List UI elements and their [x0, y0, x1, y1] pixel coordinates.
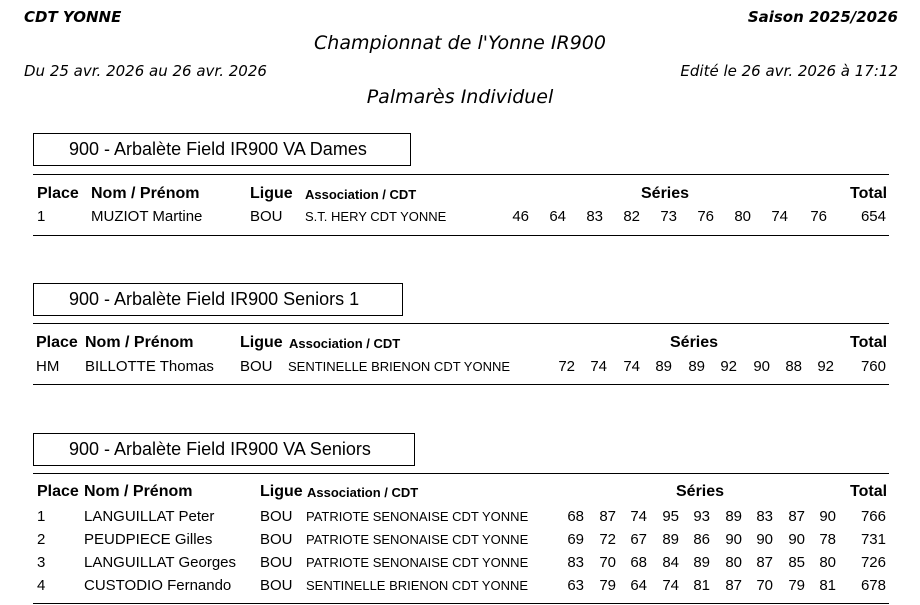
- row-series-score: 63: [567, 577, 584, 594]
- row-name: MUZIOT Martine: [91, 208, 203, 225]
- row-league: BOU: [260, 554, 293, 571]
- row-series-score: 89: [725, 508, 742, 525]
- col-header-league: Ligue: [250, 185, 293, 202]
- row-name: PEUDPIECE Gilles: [84, 531, 213, 548]
- divider: [33, 384, 889, 385]
- row-name: CUSTODIO Fernando: [84, 577, 232, 594]
- row-name: LANGUILLAT Peter: [84, 508, 215, 525]
- row-total: 726: [860, 554, 886, 571]
- row-series-score: 64: [549, 208, 566, 225]
- row-series-score: 80: [819, 554, 836, 571]
- row-association: PATRIOTE SENONAISE CDT YONNE: [306, 555, 529, 570]
- row-series-score: 95: [662, 508, 679, 525]
- row-series-score: 70: [599, 554, 616, 571]
- col-header-place: Place: [37, 185, 79, 202]
- category-title: 900 - Arbalète Field IR900 Seniors 1: [33, 283, 403, 316]
- col-header-series: Séries: [641, 185, 690, 202]
- col-header-total: Total: [850, 185, 888, 202]
- col-header-name: Nom / Prénom: [91, 185, 200, 202]
- row-series-score: 90: [819, 508, 836, 525]
- category-title: 900 - Arbalète Field IR900 VA Dames: [33, 133, 411, 166]
- organization-name: CDT YONNE: [24, 8, 122, 26]
- row-place: 1: [37, 208, 46, 225]
- row-series-score: 68: [630, 554, 647, 571]
- col-header-association: Association / CDT: [289, 336, 401, 351]
- col-header-name: Nom / Prénom: [84, 483, 193, 500]
- col-header-series: Séries: [676, 483, 725, 500]
- row-series-score: 85: [788, 554, 805, 571]
- row-league: BOU: [260, 577, 293, 594]
- row-series-score: 80: [734, 208, 751, 225]
- row-association: SENTINELLE BRIENON CDT YONNE: [288, 359, 511, 374]
- row-series-score: 67: [630, 531, 647, 548]
- row-series-score: 70: [756, 577, 773, 594]
- row-league: BOU: [260, 531, 293, 548]
- row-series-score: 74: [623, 358, 640, 375]
- row-series-score: 87: [725, 577, 742, 594]
- row-series-score: 89: [655, 358, 672, 375]
- row-series-score: 89: [662, 531, 679, 548]
- row-series-score: 90: [753, 358, 770, 375]
- col-header-total: Total: [850, 334, 888, 351]
- col-header-league: Ligue: [240, 334, 283, 351]
- divider: [33, 603, 889, 604]
- row-series-score: 68: [567, 508, 584, 525]
- divider: [33, 174, 889, 175]
- season-label: Saison 2025/2026: [747, 8, 898, 26]
- row-series-score: 84: [662, 554, 679, 571]
- row-series-score: 83: [567, 554, 584, 571]
- row-series-score: 74: [662, 577, 679, 594]
- row-series-score: 72: [558, 358, 575, 375]
- row-place: 3: [37, 554, 46, 571]
- row-association: PATRIOTE SENONAISE CDT YONNE: [306, 532, 529, 547]
- row-series-score: 46: [512, 208, 529, 225]
- row-series-score: 90: [788, 531, 805, 548]
- row-series-score: 86: [693, 531, 710, 548]
- row-series-score: 69: [567, 531, 584, 548]
- row-league: BOU: [240, 358, 273, 375]
- row-association: PATRIOTE SENONAISE CDT YONNE: [306, 509, 529, 524]
- row-series-score: 89: [693, 554, 710, 571]
- col-header-association: Association / CDT: [305, 187, 417, 202]
- row-series-score: 92: [817, 358, 834, 375]
- divider: [33, 323, 889, 324]
- row-series-score: 88: [785, 358, 802, 375]
- row-series-score: 74: [590, 358, 607, 375]
- row-series-score: 90: [756, 531, 773, 548]
- col-header-name: Nom / Prénom: [85, 334, 194, 351]
- row-place: HM: [36, 358, 60, 375]
- row-series-score: 83: [756, 508, 773, 525]
- col-header-total: Total: [850, 483, 888, 500]
- row-name: LANGUILLAT Georges: [84, 554, 237, 571]
- row-series-score: 76: [697, 208, 714, 225]
- edited-timestamp: Edité le 26 avr. 2026 à 17:12: [680, 62, 898, 80]
- row-series-score: 79: [788, 577, 805, 594]
- row-series-score: 74: [630, 508, 647, 525]
- col-header-place: Place: [36, 334, 78, 351]
- row-series-score: 79: [599, 577, 616, 594]
- row-total: 731: [860, 531, 886, 548]
- col-header-league: Ligue: [260, 483, 303, 500]
- row-series-score: 92: [720, 358, 737, 375]
- row-series-score: 87: [788, 508, 805, 525]
- row-series-score: 87: [756, 554, 773, 571]
- col-header-place: Place: [37, 483, 79, 500]
- row-series-score: 81: [693, 577, 710, 594]
- row-series-score: 83: [586, 208, 603, 225]
- row-total: 760: [860, 358, 886, 375]
- row-series-score: 64: [630, 577, 647, 594]
- row-place: 4: [37, 577, 46, 594]
- row-association: S.T. HERY CDT YONNE: [305, 209, 447, 224]
- row-total: 766: [860, 508, 886, 525]
- row-series-score: 76: [810, 208, 827, 225]
- page-title: Championnat de l'Yonne IR900: [314, 32, 606, 54]
- page-subtitle: Palmarès Individuel: [366, 86, 554, 108]
- row-league: BOU: [260, 508, 293, 525]
- row-series-score: 93: [693, 508, 710, 525]
- row-series-score: 74: [771, 208, 788, 225]
- row-series-score: 78: [819, 531, 836, 548]
- row-series-score: 81: [819, 577, 836, 594]
- col-header-association: Association / CDT: [307, 485, 419, 500]
- divider: [33, 473, 889, 474]
- row-series-score: 89: [688, 358, 705, 375]
- divider: [33, 235, 889, 236]
- row-place: 2: [37, 531, 46, 548]
- row-series-score: 90: [725, 531, 742, 548]
- row-series-score: 87: [599, 508, 616, 525]
- col-header-series: Séries: [670, 334, 719, 351]
- row-series-score: 80: [725, 554, 742, 571]
- row-series-score: 72: [599, 531, 616, 548]
- row-league: BOU: [250, 208, 283, 225]
- row-total: 654: [860, 208, 886, 225]
- row-total: 678: [860, 577, 886, 594]
- row-association: SENTINELLE BRIENON CDT YONNE: [306, 578, 529, 593]
- category-title: 900 - Arbalète Field IR900 VA Seniors: [33, 433, 415, 466]
- row-name: BILLOTTE Thomas: [85, 358, 214, 375]
- row-series-score: 82: [623, 208, 640, 225]
- date-range: Du 25 avr. 2026 au 26 avr. 2026: [24, 62, 267, 80]
- row-place: 1: [37, 508, 46, 525]
- row-series-score: 73: [660, 208, 677, 225]
